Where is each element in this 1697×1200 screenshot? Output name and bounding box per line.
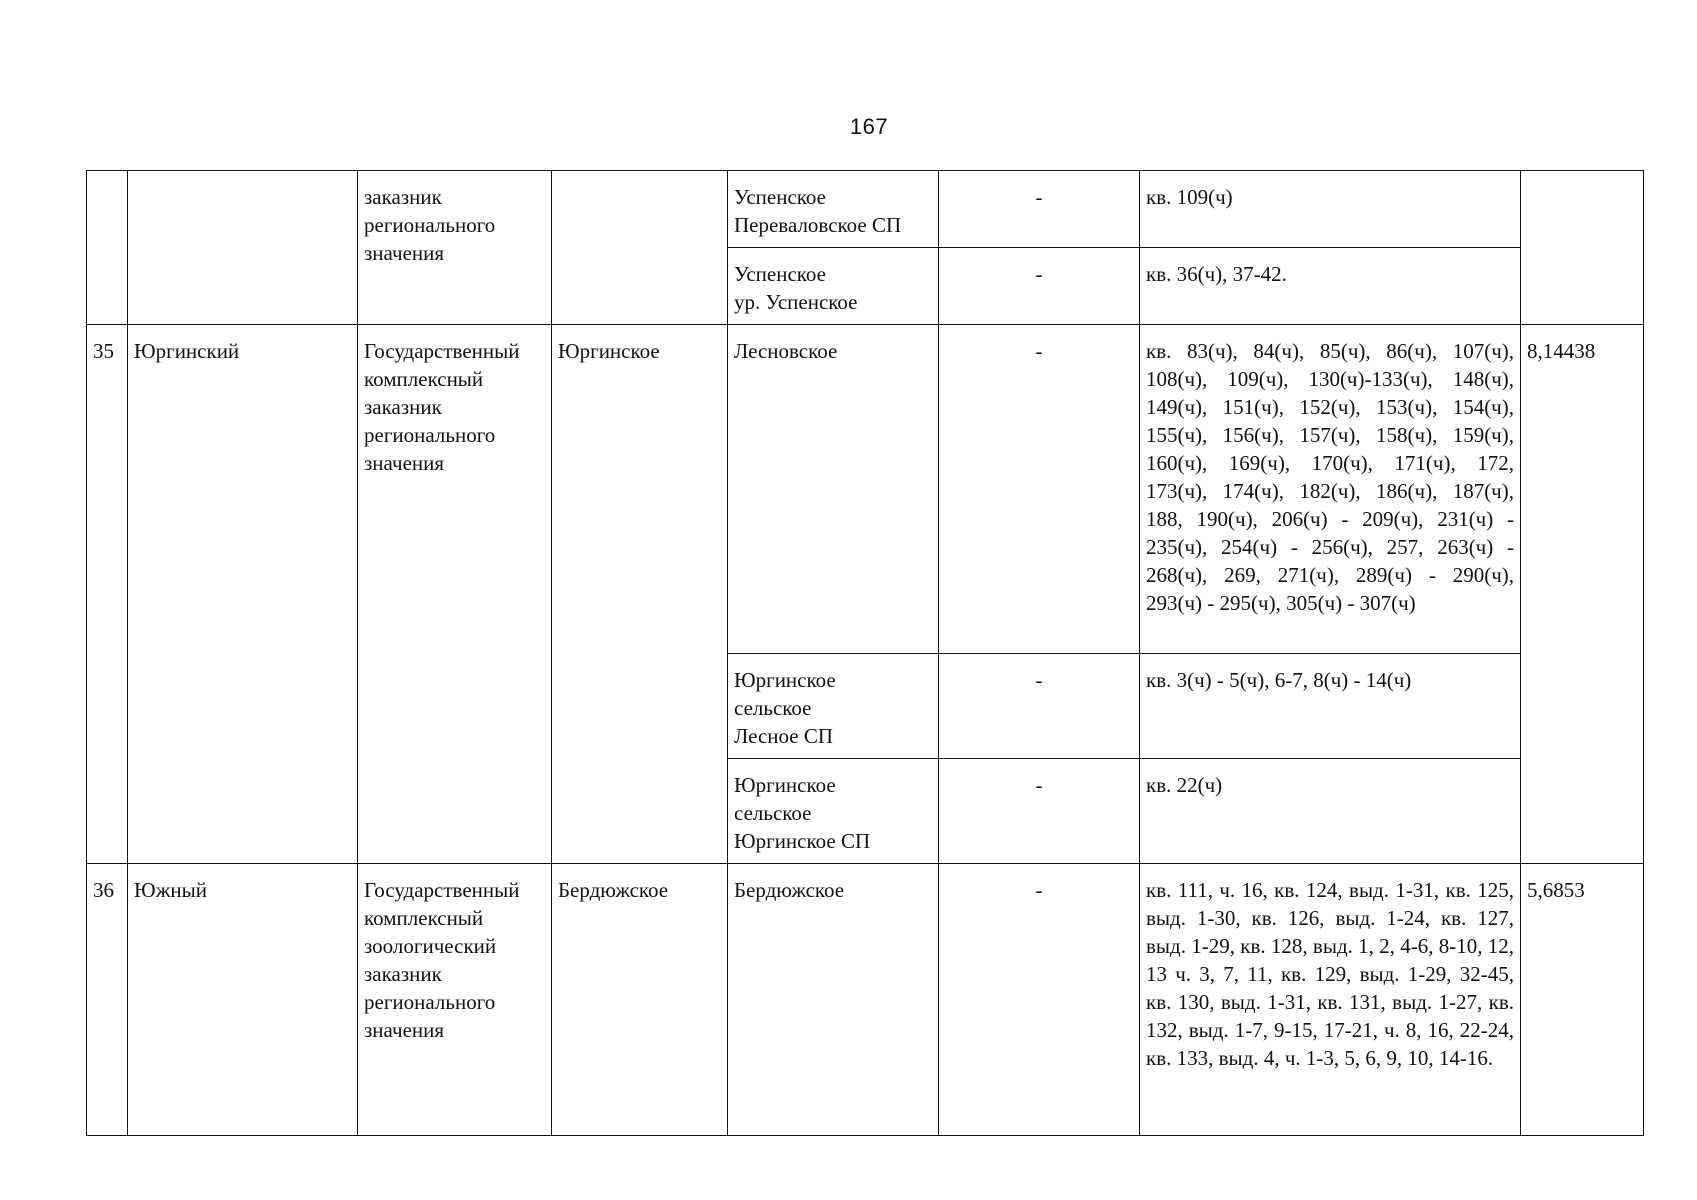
reserve-name-cell — [358, 171, 552, 325]
forestry-cell — [552, 171, 728, 325]
quarters-cell: кв. 83(ч), 84(ч), 85(ч), 86(ч), 107(ч), 108(ч), 109(ч), 130(ч)-133(ч), 148(ч), 149(ч), 151(ч), 152(ч), 153(ч), 154(ч), 155(ч), 156(ч), 157(ч), 158(ч), 159(ч), 160(ч), 169(ч), 170(ч), 171(ч), 172, 173(ч), 174(ч), 182(ч), 186(ч), 187(ч), 188, 190(ч), 206(ч) - 209(ч), 231(ч) - 235(ч), 254(ч) - 256(ч), 257, 263(ч) - 268(ч), 269, 271(ч), 289(ч) - 290(ч), 293(ч) - 295(ч), 305(ч) - 307(ч) — [1140, 325, 1521, 654]
district-forestry-cell — [728, 759, 939, 864]
district-forestry-line: Юргинское СП — [734, 829, 871, 853]
reserve-name-line: Государственный — [364, 339, 520, 363]
district-forestry-line: Бердюжское — [734, 878, 845, 902]
dash-cell: - — [939, 325, 1140, 654]
reserve-name-line: заказник — [364, 185, 442, 209]
district-forestry-line: Успенское — [734, 262, 826, 286]
table-row — [87, 864, 1644, 1136]
district-forestry-cell — [728, 171, 939, 248]
reserve-name-line: зоологический — [364, 934, 497, 958]
reserve-name-line: Государственный — [364, 878, 520, 902]
area-cell: 8,14438 — [1521, 325, 1644, 864]
dash-cell: - — [939, 654, 1140, 759]
reserve-name-line: значения — [364, 451, 445, 475]
district-forestry-line: сельское — [734, 696, 812, 720]
row-number-cell: 35 — [87, 325, 128, 864]
dash-cell: - — [939, 864, 1140, 1136]
quarters-cell: кв. 36(ч), 37-42. — [1140, 248, 1521, 325]
reserve-name-cell — [358, 864, 552, 1136]
district-forestry-line: Лесновское — [734, 339, 838, 363]
district-forestry-line: ур. Успенское — [734, 290, 858, 314]
quarters-cell: кв. 22(ч) — [1140, 759, 1521, 864]
district-forestry-line: Успенское — [734, 185, 826, 209]
reserves-table — [86, 170, 1644, 1136]
forestry-cell: Бердюжское — [552, 864, 728, 1136]
reserve-name-line: комплексный — [364, 367, 484, 391]
district-cell: Южный — [128, 864, 358, 1136]
dash-cell: - — [939, 171, 1140, 248]
table-row — [87, 171, 1644, 248]
area-cell — [1521, 171, 1644, 325]
district-forestry-line: сельское — [734, 801, 812, 825]
table-row — [87, 325, 1644, 654]
page-number: 167 — [849, 114, 889, 139]
district-forestry-line: Лесное СП — [734, 724, 834, 748]
reserve-name-line: регионального — [364, 213, 496, 237]
quarters-cell: кв. 111, ч. 16, кв. 124, выд. 1-31, кв. 125, выд. 1-30, кв. 126, выд. 1-24, кв. 127, выд. 1-29, кв. 128, выд. 1, 2, 4-6, 8-10, 12, 13 ч. 3, 7, 11, кв. 129, выд. 1-29, 32-45, кв. 130, выд. 1-31, кв. 131, выд. 1-27, кв. 132, выд. 1-7, 9-15, 17-21, ч. 8, 16, 22-24, кв. 133, выд. 4, ч. 1-3, 5, 6, 9, 10, 14-16. — [1140, 864, 1521, 1136]
district-forestry-cell — [728, 248, 939, 325]
reserve-name-line: регионального — [364, 990, 496, 1014]
district-cell: Юргинский — [128, 325, 358, 864]
reserve-name-line: заказник — [364, 962, 442, 986]
row-number-cell: 36 — [87, 864, 128, 1136]
row-number-cell — [87, 171, 128, 325]
forestry-cell: Юргинское — [552, 325, 728, 864]
quarters-cell: кв. 109(ч) — [1140, 171, 1521, 248]
reserve-name-cell — [358, 325, 552, 864]
reserve-name-line: регионального — [364, 423, 496, 447]
district-forestry-cell — [728, 864, 939, 1136]
reserve-name-line: комплексный — [364, 906, 484, 930]
dash-cell: - — [939, 759, 1140, 864]
quarters-cell: кв. 3(ч) - 5(ч), 6-7, 8(ч) - 14(ч) — [1140, 654, 1521, 759]
district-forestry-line: Юргинское — [734, 773, 836, 797]
dash-cell: - — [939, 248, 1140, 325]
district-forestry-cell — [728, 325, 939, 654]
district-cell — [128, 171, 358, 325]
reserve-name-line: значения — [364, 1018, 445, 1042]
district-forestry-line: Юргинское — [734, 668, 836, 692]
district-forestry-line: Переваловское СП — [734, 213, 902, 237]
reserve-name-line: заказник — [364, 395, 442, 419]
district-forestry-cell — [728, 654, 939, 759]
reserve-name-line: значения — [364, 241, 445, 265]
area-cell: 5,6853 — [1521, 864, 1644, 1136]
